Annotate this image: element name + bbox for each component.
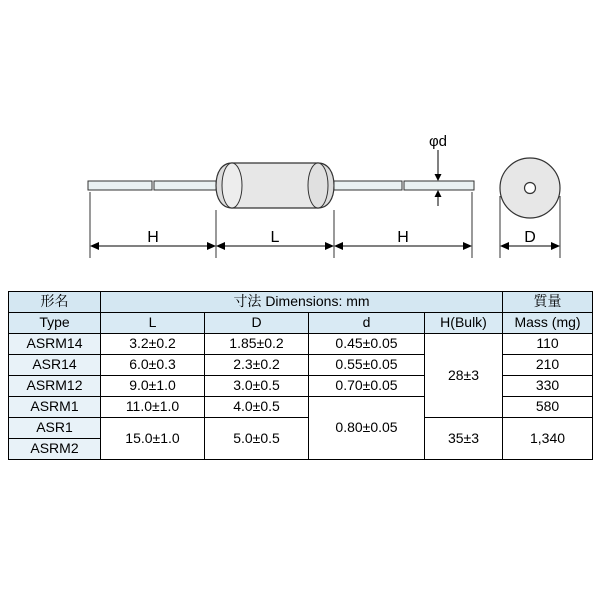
l-label: L	[270, 229, 280, 246]
header-dimensions: 寸法 Dimensions: mm	[101, 292, 503, 313]
header-mass-jp: 質量	[503, 292, 593, 313]
dimensions-table	[8, 291, 593, 460]
cell-d-small: 0.80±0.05	[309, 397, 425, 460]
header-type-jp: 形名	[9, 292, 101, 313]
header-mass-en: Mass (mg)	[503, 313, 593, 334]
cell-l: 6.0±0.3	[101, 355, 205, 376]
cell-l: 15.0±1.0	[101, 418, 205, 460]
header-col-d: D	[205, 313, 309, 334]
header-col-h: H(Bulk)	[425, 313, 503, 334]
dimensions-table-wrap	[8, 291, 592, 460]
cell-d-small: 0.55±0.05	[309, 355, 425, 376]
cell-l: 9.0±1.0	[101, 376, 205, 397]
h-left-label: H	[147, 229, 159, 246]
cell-d: 3.0±0.5	[205, 376, 309, 397]
resistor-body	[216, 163, 334, 208]
cell-d: 2.3±0.2	[205, 355, 309, 376]
cell-d-small: 0.45±0.05	[309, 334, 425, 355]
cell-type: ASR14	[9, 355, 101, 376]
cell-l: 11.0±1.0	[101, 397, 205, 418]
cell-type: ASRM12	[9, 376, 101, 397]
left-lead-wire	[88, 181, 216, 190]
table-row	[9, 355, 593, 376]
end-view-circle	[500, 158, 560, 218]
cell-h: 35±3	[425, 418, 503, 460]
cell-mass: 1,340	[503, 418, 593, 460]
phi-d-dimension	[435, 150, 442, 206]
table-header-row-1	[9, 292, 593, 313]
cell-h: 28±3	[425, 334, 503, 418]
d-label: D	[524, 229, 536, 246]
h-right-label: H	[397, 229, 409, 246]
cell-type: ASRM14	[9, 334, 101, 355]
header-col-l: L	[101, 313, 205, 334]
cell-type: ASRM1	[9, 397, 101, 418]
cell-mass: 210	[503, 355, 593, 376]
cell-type: ASRM2	[9, 439, 101, 460]
cell-mass: 110	[503, 334, 593, 355]
cell-type: ASR1	[9, 418, 101, 439]
cell-l: 3.2±0.2	[101, 334, 205, 355]
header-col-d-small: d	[309, 313, 425, 334]
resistor-dimension-drawing	[0, 0, 600, 290]
cell-d-small: 0.70±0.05	[309, 376, 425, 397]
cell-mass: 580	[503, 397, 593, 418]
header-type-en: Type	[9, 313, 101, 334]
cell-d: 1.85±0.2	[205, 334, 309, 355]
cell-d: 4.0±0.5	[205, 397, 309, 418]
table-header-row-2	[9, 313, 593, 334]
table-row	[9, 334, 593, 355]
table-row	[9, 418, 593, 439]
cell-d: 5.0±0.5	[205, 418, 309, 460]
table-row	[9, 397, 593, 418]
table-row	[9, 376, 593, 397]
cell-mass: 330	[503, 376, 593, 397]
phi-d-label: φd	[428, 133, 448, 150]
right-lead-wire	[334, 181, 474, 190]
